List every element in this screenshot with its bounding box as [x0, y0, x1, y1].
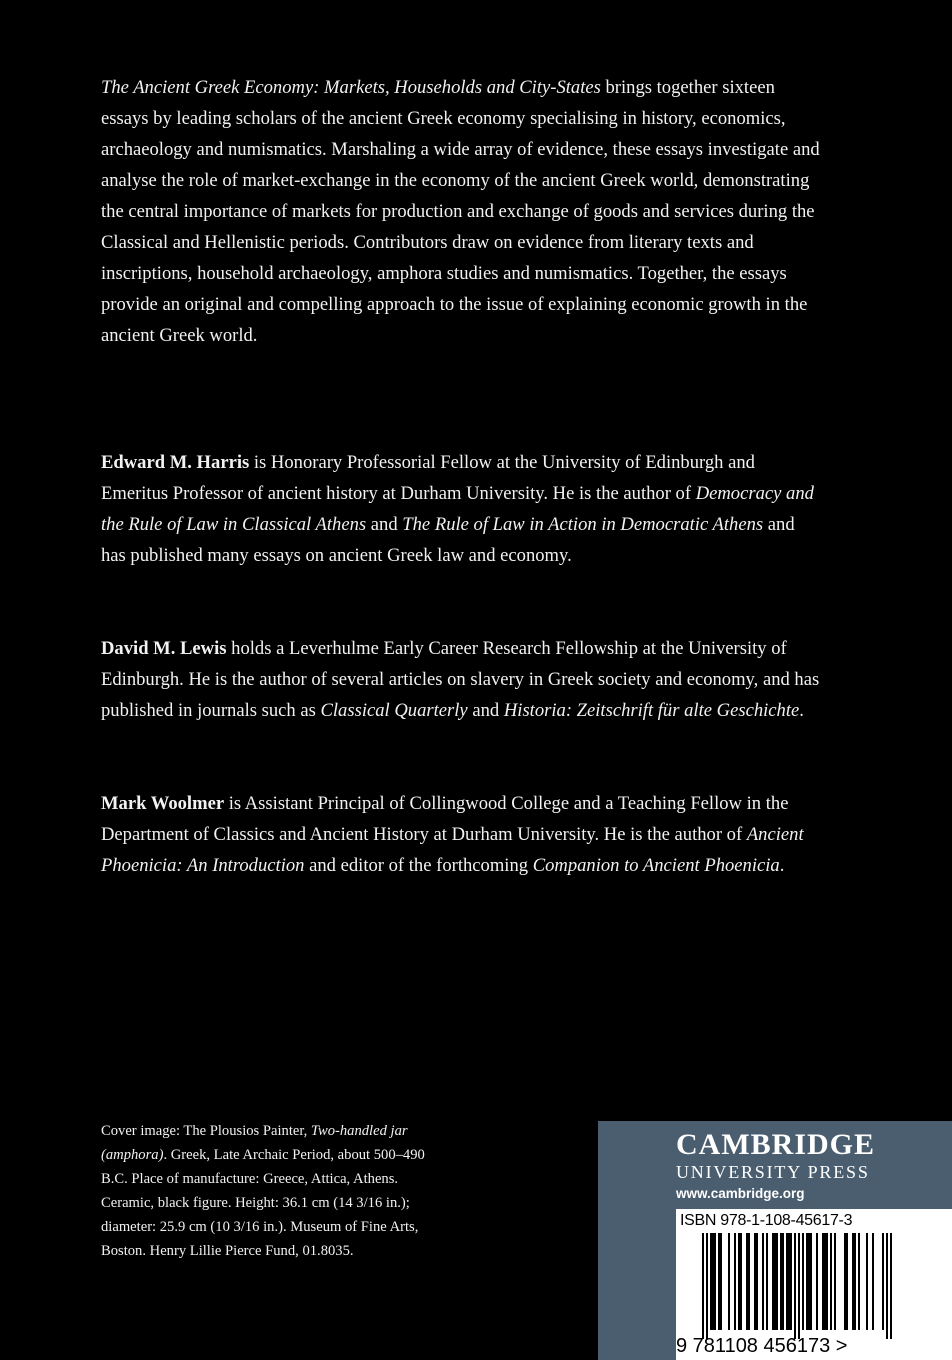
barcode-bar	[780, 1233, 782, 1330]
barcode-bar	[882, 1233, 884, 1330]
barcode-bar	[748, 1233, 750, 1330]
barcode-bar	[830, 1233, 832, 1330]
barcode-bar	[786, 1233, 788, 1330]
barcode-bar	[816, 1233, 818, 1330]
bio-text: and	[467, 700, 504, 721]
barcode-bar	[854, 1233, 856, 1330]
blurb-paragraph	[101, 72, 821, 351]
author-name: Mark Woolmer	[101, 793, 225, 814]
barcode-bar	[890, 1233, 892, 1339]
credit-text: . Greek, Late Archaic Period, about 500–490 B.C. Place of manufacture: Greece, Attica, Athens. Ceramic, black figure. Height: 36.1 cm (14 3/16 in.); diameter: 25.9 cm (10 3/16 in.). Museum of Fine Arts, Boston. Henry Lillie Pierce Fund, 01.8035.	[101, 1147, 425, 1259]
barcode-bar	[846, 1233, 848, 1330]
barcode-bar	[808, 1233, 810, 1330]
barcode-bar	[756, 1233, 758, 1330]
artwork-title: Two-handled jar (amphora)	[101, 1123, 408, 1163]
barcode-bar	[746, 1233, 748, 1330]
barcode-bar	[728, 1233, 730, 1330]
barcode-bar	[718, 1233, 720, 1330]
barcode-bar	[782, 1233, 784, 1330]
barcode-bar	[740, 1233, 742, 1330]
barcode-box	[676, 1209, 952, 1360]
barcode-bar	[720, 1233, 722, 1330]
barcode-bar	[762, 1233, 764, 1330]
bio-text: and has published many essays on ancient Greek law and economy.	[101, 514, 795, 566]
barcode-bar	[852, 1233, 854, 1330]
publisher-name: CAMBRIDGE	[676, 1128, 876, 1161]
bio-text: and	[366, 514, 403, 535]
barcode-bar	[886, 1233, 888, 1339]
cover-image-credit	[101, 1119, 446, 1263]
publisher-subtitle: UNIVERSITY PRESS	[676, 1162, 870, 1182]
barcode-bar	[806, 1233, 808, 1330]
book-title: The Ancient Greek Economy: Markets, Households and City-States	[101, 77, 601, 98]
bio-text: .	[799, 700, 804, 721]
bio-mark-woolmer	[101, 788, 821, 881]
bio-text: is Assistant Principal of Collingwood College and a Teaching Fellow in the Department of Classics and Ancient History at Durham University. He is the author of	[101, 793, 789, 845]
book-title: Companion to Ancient Phoenicia	[532, 855, 780, 876]
bio-text: and editor of the forthcoming	[304, 855, 533, 876]
bio-text: holds a Leverhulme Early Career Research Fellowship at the University of Edinburgh. He is the author of several articles on slavery in Greek society and economy, and has published in journals such as	[101, 638, 820, 721]
journal-title: Classical Quarterly	[320, 700, 468, 721]
barcode-bar	[866, 1233, 868, 1330]
barcode-bar	[712, 1233, 714, 1330]
barcode-bar	[858, 1233, 860, 1330]
barcode-bar	[798, 1233, 800, 1339]
barcode-bar	[706, 1233, 708, 1339]
barcode-bar	[754, 1233, 756, 1330]
barcode-bar	[734, 1233, 736, 1330]
barcode-bar	[738, 1233, 740, 1330]
barcode-bar	[714, 1233, 716, 1330]
barcode-bar	[702, 1233, 704, 1339]
book-title: The Rule of Law in Action in Democratic Athens	[402, 514, 764, 535]
bio-text: is Honorary Professorial Fellow at the University of Edinburgh and Emeritus Professor of ancient history at Durham University. He is the author of	[101, 452, 755, 504]
barcode-bar	[788, 1233, 790, 1330]
credit-text: Cover image: The Plousios Painter,	[101, 1123, 311, 1139]
barcode-bar	[834, 1233, 836, 1330]
barcode-bar	[772, 1233, 774, 1330]
barcode-bar	[822, 1233, 824, 1330]
barcode-bar	[810, 1233, 812, 1330]
barcode-bar	[802, 1233, 804, 1330]
book-title: Ancient Phoenicia: An Introduction	[101, 824, 804, 876]
barcode-bar	[794, 1233, 796, 1339]
barcode-bar	[710, 1233, 712, 1330]
book-title: Democracy and the Rule of Law in Classical Athens	[101, 483, 814, 535]
barcode-bar	[872, 1233, 874, 1330]
barcode-bar	[776, 1233, 778, 1330]
barcode-bar	[766, 1233, 768, 1330]
bio-text: .	[779, 855, 785, 876]
publisher-panel	[598, 1121, 952, 1360]
barcode-digits: 9 781108 456173 >	[676, 1335, 848, 1357]
blurb-text: brings together sixteen essays by leading scholars of the ancient Greek economy specialising in history, economics, archaeology and numismatics. Marshaling a wide array of evidence, these essays investigate and analyse the role of market-exchange in the economy of the ancient Greek world, demonstrating the central importance of markets for production and exchange of goods and services during the Classical and Hellenistic periods. Contributors draw on evidence from literary texts and inscriptions, household archaeology, amphora studies and numismatics. Together, the essays provide an original and compelling approach to the issue of explaining economic growth in the ancient Greek world.	[101, 77, 820, 346]
author-name: David M. Lewis	[101, 638, 227, 659]
barcode-bar	[774, 1233, 776, 1330]
author-name: Edward M. Harris	[101, 452, 250, 473]
barcode-bar	[826, 1233, 828, 1330]
bio-edward-harris	[101, 447, 821, 571]
barcode-bar	[824, 1233, 826, 1330]
publisher-url: www.cambridge.org	[676, 1186, 805, 1201]
barcode-bar	[790, 1233, 792, 1330]
isbn-label: ISBN 978-1-108-45617-3	[680, 1212, 853, 1229]
bio-david-lewis	[101, 633, 821, 726]
barcode-bar	[844, 1233, 846, 1330]
journal-title: Historia: Zeitschrift für alte Geschichte	[503, 700, 800, 721]
